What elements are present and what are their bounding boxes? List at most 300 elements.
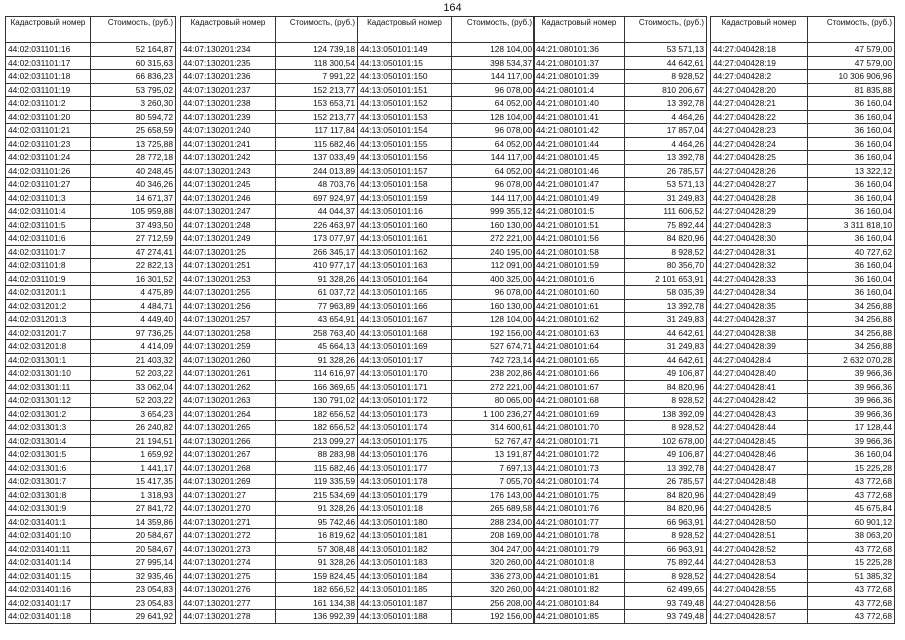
table-row xyxy=(711,97,895,111)
cost-cell: 91 328,26 xyxy=(276,272,358,286)
cost-cell: 96 078,00 xyxy=(452,178,535,192)
cost-cell: 40 346,26 xyxy=(91,178,176,192)
cadastral-number-cell: 44:21:080101:67 xyxy=(534,380,625,394)
cost-cell: 27 841,72 xyxy=(91,502,176,516)
cadastral-number-cell: 44:07:130201:247 xyxy=(181,205,276,219)
cost-cell: 36 160,04 xyxy=(808,97,895,111)
cost-cell: 13 392,78 xyxy=(625,151,707,165)
cost-cell: 10 306 906,96 xyxy=(808,70,895,84)
cost-cell: 66 836,23 xyxy=(91,70,176,84)
cadastral-number-cell: 44:27:040428:18 xyxy=(711,43,808,57)
cost-cell: 36 160,04 xyxy=(808,137,895,151)
cost-cell: 53 795,02 xyxy=(91,83,176,97)
header-cost: Стоимость, (руб.) xyxy=(276,17,358,43)
cadastral-number-cell: 44:13:050101:187 xyxy=(358,596,452,610)
cadastral-number-cell: 44:07:130201:258 xyxy=(181,326,276,340)
cadastral-number-cell: 44:27:040428:53 xyxy=(711,556,808,570)
cadastral-number-cell: 44:13:050101:157 xyxy=(358,164,452,178)
table-row xyxy=(6,556,176,570)
table-row xyxy=(6,97,176,111)
cost-cell: 64 052,00 xyxy=(452,164,535,178)
table-row xyxy=(181,556,358,570)
cadastral-number-cell: 44:21:080101:59 xyxy=(534,259,625,273)
table-row xyxy=(181,434,358,448)
cost-cell: 77 963,89 xyxy=(276,299,358,313)
table-row xyxy=(711,475,895,489)
cost-cell: 53 571,13 xyxy=(625,178,707,192)
cost-cell: 80 065,00 xyxy=(452,394,535,408)
cost-cell: 66 963,91 xyxy=(625,515,707,529)
table-row xyxy=(6,448,176,462)
cadastral-number-cell: 44:13:050101:153 xyxy=(358,110,452,124)
table-row xyxy=(181,313,358,327)
cadastral-number-cell: 44:27:040428:32 xyxy=(711,259,808,273)
cadastral-number-cell: 44:21:080101:40 xyxy=(534,97,625,111)
cadastral-number-cell: 44:02:031101:24 xyxy=(6,151,91,165)
cadastral-number-cell: 44:13:050101:162 xyxy=(358,245,452,259)
cadastral-number-cell: 44:07:130201:278 xyxy=(181,610,276,624)
cadastral-number-cell: 44:07:130201:270 xyxy=(181,502,276,516)
cost-cell: 20 584,67 xyxy=(91,529,176,543)
table-row xyxy=(534,448,707,462)
table-row xyxy=(534,70,707,84)
cost-cell: 36 160,04 xyxy=(808,232,895,246)
cadastral-number-cell: 44:21:080101:76 xyxy=(534,502,625,516)
table-row xyxy=(6,313,176,327)
table-row xyxy=(181,421,358,435)
cadastral-number-cell: 44:27:040428:3 xyxy=(711,218,808,232)
table-row xyxy=(711,488,895,502)
table-row xyxy=(358,569,535,583)
cadastral-number-cell: 44:21:080101:65 xyxy=(534,353,625,367)
cadastral-number-cell: 44:02:031301:8 xyxy=(6,488,91,502)
cadastral-number-cell: 44:02:031301:1 xyxy=(6,353,91,367)
cost-cell: 137 033,49 xyxy=(276,151,358,165)
table-row xyxy=(6,286,176,300)
cadastral-number-cell: 44:07:130201:248 xyxy=(181,218,276,232)
table-row xyxy=(711,461,895,475)
cost-cell: 136 992,39 xyxy=(276,610,358,624)
cost-cell: 26 785,57 xyxy=(625,475,707,489)
table-row xyxy=(534,272,707,286)
cost-cell: 118 300,54 xyxy=(276,56,358,70)
table-row xyxy=(534,110,707,124)
table-row xyxy=(534,515,707,529)
cadastral-number-cell: 44:07:130201:264 xyxy=(181,407,276,421)
cost-cell: 31 249,83 xyxy=(625,340,707,354)
cost-cell: 43 654,91 xyxy=(276,313,358,327)
cadastral-number-cell: 44:13:050101:173 xyxy=(358,407,452,421)
cost-cell: 182 656,52 xyxy=(276,407,358,421)
table-row xyxy=(181,191,358,205)
cadastral-number-cell: 44:07:130201:271 xyxy=(181,515,276,529)
table-row xyxy=(534,340,707,354)
table-row xyxy=(358,151,535,165)
cost-cell: 1 100 236,27 xyxy=(452,407,535,421)
cost-cell: 88 283,98 xyxy=(276,448,358,462)
cost-cell: 75 892,44 xyxy=(625,218,707,232)
cadastral-number-cell: 44:13:050101:166 xyxy=(358,299,452,313)
cadastral-number-cell: 44:02:031401:1 xyxy=(6,515,91,529)
table-row xyxy=(711,556,895,570)
cadastral-number-cell: 44:02:031401:17 xyxy=(6,596,91,610)
cadastral-table-3 xyxy=(357,16,535,624)
table-row xyxy=(711,205,895,219)
cadastral-number-cell: 44:07:130201:249 xyxy=(181,232,276,246)
table-row xyxy=(181,56,358,70)
table-row xyxy=(6,43,176,57)
table-row xyxy=(711,299,895,313)
cost-cell: 52 164,87 xyxy=(91,43,176,57)
cost-cell: 53 571,13 xyxy=(625,43,707,57)
cost-cell: 17 857,04 xyxy=(625,124,707,138)
cadastral-number-cell: 44:02:031101:26 xyxy=(6,164,91,178)
table-row xyxy=(534,421,707,435)
cost-cell: 128 104,00 xyxy=(452,43,535,57)
cadastral-number-cell: 44:27:040428:35 xyxy=(711,299,808,313)
cadastral-number-cell: 44:27:040428:46 xyxy=(711,448,808,462)
cost-cell: 36 160,04 xyxy=(808,259,895,273)
cadastral-number-cell: 44:07:130201:265 xyxy=(181,421,276,435)
table-row xyxy=(358,583,535,597)
cost-cell: 34 256,88 xyxy=(808,326,895,340)
cadastral-number-cell: 44:13:050101:150 xyxy=(358,70,452,84)
cost-cell: 40 727,62 xyxy=(808,245,895,259)
cost-cell: 7 055,70 xyxy=(452,475,535,489)
header-cadastral-number: Кадастровый номер xyxy=(6,17,91,43)
cadastral-number-cell: 44:13:050101:18 xyxy=(358,502,452,516)
cost-cell: 144 117,00 xyxy=(452,191,535,205)
table-row xyxy=(534,502,707,516)
cadastral-number-cell: 44:07:130201:277 xyxy=(181,596,276,610)
header-cadastral-number: Кадастровый номер xyxy=(534,17,625,43)
cost-cell: 240 195,00 xyxy=(452,245,535,259)
cost-cell: 117 117,84 xyxy=(276,124,358,138)
cadastral-number-cell: 44:27:040428:41 xyxy=(711,380,808,394)
cadastral-number-cell: 44:02:031101:20 xyxy=(6,110,91,124)
cadastral-number-cell: 44:07:130201:241 xyxy=(181,137,276,151)
table-row xyxy=(711,232,895,246)
table-row xyxy=(6,475,176,489)
table-row xyxy=(358,178,535,192)
cost-cell: 1 659,92 xyxy=(91,448,176,462)
cadastral-number-cell: 44:02:031101:27 xyxy=(6,178,91,192)
cost-cell: 2 101 653,91 xyxy=(625,272,707,286)
cost-cell: 34 256,88 xyxy=(808,340,895,354)
cadastral-number-cell: 44:02:031101:19 xyxy=(6,83,91,97)
cadastral-number-cell: 44:21:080101:68 xyxy=(534,394,625,408)
cost-cell: 80 356,70 xyxy=(625,259,707,273)
cost-cell: 43 772,68 xyxy=(808,596,895,610)
table-row xyxy=(711,70,895,84)
cost-cell: 17 128,44 xyxy=(808,421,895,435)
cadastral-number-cell: 44:21:080101:56 xyxy=(534,232,625,246)
table-row xyxy=(358,367,535,381)
table-row xyxy=(181,340,358,354)
cost-cell: 39 966,36 xyxy=(808,407,895,421)
table-row xyxy=(6,164,176,178)
table-row xyxy=(534,367,707,381)
cost-cell: 43 772,68 xyxy=(808,475,895,489)
cadastral-number-cell: 44:21:080101:71 xyxy=(534,434,625,448)
cost-cell: 26 785,57 xyxy=(625,164,707,178)
cadastral-number-cell: 44:07:130201:235 xyxy=(181,56,276,70)
cost-cell: 21 403,32 xyxy=(91,353,176,367)
cost-cell: 1 441,17 xyxy=(91,461,176,475)
cost-cell: 96 078,00 xyxy=(452,286,535,300)
cadastral-number-cell: 44:21:080101:77 xyxy=(534,515,625,529)
cost-cell: 34 256,88 xyxy=(808,299,895,313)
cadastral-number-cell: 44:27:040428:50 xyxy=(711,515,808,529)
cost-cell: 258 763,40 xyxy=(276,326,358,340)
cost-cell: 153 653,71 xyxy=(276,97,358,111)
table-row xyxy=(358,97,535,111)
table-row xyxy=(358,502,535,516)
cadastral-number-cell: 44:07:130201:243 xyxy=(181,164,276,178)
cost-cell: 138 392,09 xyxy=(625,407,707,421)
cadastral-number-cell: 44:13:050101:171 xyxy=(358,380,452,394)
cost-cell: 75 892,44 xyxy=(625,556,707,570)
cost-cell: 8 928,52 xyxy=(625,421,707,435)
cadastral-number-cell: 44:27:040428:54 xyxy=(711,569,808,583)
table-row xyxy=(181,164,358,178)
table-row xyxy=(358,380,535,394)
cost-cell: 43 772,68 xyxy=(808,488,895,502)
cadastral-number-cell: 44:21:080101:42 xyxy=(534,124,625,138)
cost-cell: 57 308,48 xyxy=(276,542,358,556)
table-row xyxy=(711,313,895,327)
cost-cell: 16 819,62 xyxy=(276,529,358,543)
cadastral-number-cell: 44:27:040428:39 xyxy=(711,340,808,354)
cadastral-number-cell: 44:13:050101:183 xyxy=(358,556,452,570)
cost-cell: 84 820,96 xyxy=(625,488,707,502)
cadastral-number-cell: 44:27:040428:28 xyxy=(711,191,808,205)
cost-cell: 47 579,00 xyxy=(808,56,895,70)
table-row xyxy=(6,259,176,273)
cost-cell: 36 160,04 xyxy=(808,178,895,192)
cadastral-number-cell: 44:07:130201:236 xyxy=(181,70,276,84)
cadastral-number-cell: 44:27:040428:57 xyxy=(711,610,808,624)
cadastral-number-cell: 44:27:040428:55 xyxy=(711,583,808,597)
cost-cell: 33 062,04 xyxy=(91,380,176,394)
table-row xyxy=(711,502,895,516)
cost-cell: 8 928,52 xyxy=(625,394,707,408)
cost-cell: 244 013,89 xyxy=(276,164,358,178)
cadastral-number-cell: 44:27:040428:42 xyxy=(711,394,808,408)
table-row xyxy=(358,515,535,529)
table-row xyxy=(181,70,358,84)
cadastral-number-cell: 44:13:050101:167 xyxy=(358,313,452,327)
cost-cell: 166 369,65 xyxy=(276,380,358,394)
cadastral-number-cell: 44:07:130201:269 xyxy=(181,475,276,489)
cost-cell: 15 225,28 xyxy=(808,556,895,570)
table-row xyxy=(6,70,176,84)
cadastral-number-cell: 44:21:080101:74 xyxy=(534,475,625,489)
table-row xyxy=(534,299,707,313)
cost-cell: 91 328,26 xyxy=(276,556,358,570)
cost-cell: 21 194,51 xyxy=(91,434,176,448)
cost-cell: 27 712,59 xyxy=(91,232,176,246)
table-row xyxy=(181,124,358,138)
table-row xyxy=(711,56,895,70)
cadastral-number-cell: 44:13:050101:172 xyxy=(358,394,452,408)
cost-cell: 43 772,68 xyxy=(808,542,895,556)
cadastral-number-cell: 44:27:040428:51 xyxy=(711,529,808,543)
cost-cell: 80 594,72 xyxy=(91,110,176,124)
cadastral-number-cell: 44:07:130201:259 xyxy=(181,340,276,354)
table-row xyxy=(534,407,707,421)
table-row xyxy=(181,178,358,192)
table-row xyxy=(358,529,535,543)
cost-cell: 8 928,52 xyxy=(625,529,707,543)
cost-cell: 45 675,84 xyxy=(808,502,895,516)
header-cadastral-number: Кадастровый номер xyxy=(711,17,808,43)
cadastral-number-cell: 44:07:130201:274 xyxy=(181,556,276,570)
cadastral-number-cell: 44:02:031401:14 xyxy=(6,556,91,570)
table-row xyxy=(181,461,358,475)
table-row xyxy=(358,137,535,151)
cadastral-number-cell: 44:02:031201:7 xyxy=(6,326,91,340)
cost-cell: 124 739,18 xyxy=(276,43,358,57)
table-row xyxy=(534,434,707,448)
cost-cell: 51 385,32 xyxy=(808,569,895,583)
cost-cell: 1 318,93 xyxy=(91,488,176,502)
table-row xyxy=(6,151,176,165)
table-row xyxy=(534,313,707,327)
cadastral-number-cell: 44:21:080101:4 xyxy=(534,83,625,97)
cadastral-number-cell: 44:02:031101:17 xyxy=(6,56,91,70)
cadastral-number-cell: 44:27:040428:34 xyxy=(711,286,808,300)
cadastral-number-cell: 44:21:080101:63 xyxy=(534,326,625,340)
table-row xyxy=(6,610,176,624)
cadastral-number-cell: 44:07:130201:273 xyxy=(181,542,276,556)
cadastral-number-cell: 44:02:031101:5 xyxy=(6,218,91,232)
cost-cell: 22 822,13 xyxy=(91,259,176,273)
table-row xyxy=(181,407,358,421)
header-cost: Стоимость, (руб.) xyxy=(808,17,895,43)
cost-cell: 182 656,52 xyxy=(276,421,358,435)
table-row xyxy=(358,353,535,367)
table-row xyxy=(534,353,707,367)
cost-cell: 49 106,87 xyxy=(625,448,707,462)
table-row xyxy=(711,178,895,192)
cost-cell: 130 791,02 xyxy=(276,394,358,408)
cadastral-number-cell: 44:27:040428:49 xyxy=(711,488,808,502)
cost-cell: 160 130,00 xyxy=(452,218,535,232)
table-row xyxy=(181,583,358,597)
table-row xyxy=(181,286,358,300)
cadastral-number-cell: 44:02:031101:6 xyxy=(6,232,91,246)
table-row xyxy=(6,110,176,124)
cost-cell: 173 077,97 xyxy=(276,232,358,246)
cadastral-number-cell: 44:27:040428:31 xyxy=(711,245,808,259)
cadastral-number-cell: 44:13:050101:184 xyxy=(358,569,452,583)
table-row xyxy=(358,110,535,124)
cadastral-number-cell: 44:07:130201:25 xyxy=(181,245,276,259)
cost-cell: 314 600,61 xyxy=(452,421,535,435)
table-row xyxy=(358,56,535,70)
cadastral-number-cell: 44:21:080101:78 xyxy=(534,529,625,543)
cost-cell: 43 772,68 xyxy=(808,610,895,624)
cadastral-number-cell: 44:02:031101:18 xyxy=(6,70,91,84)
table-row xyxy=(181,110,358,124)
cadastral-number-cell: 44:21:080101:8 xyxy=(534,556,625,570)
cost-cell: 176 143,00 xyxy=(452,488,535,502)
cadastral-number-cell: 44:13:050101:169 xyxy=(358,340,452,354)
cadastral-number-cell: 44:02:031301:6 xyxy=(6,461,91,475)
table-row xyxy=(181,542,358,556)
table-row xyxy=(181,569,358,583)
cost-cell: 62 499,65 xyxy=(625,583,707,597)
cost-cell: 400 325,00 xyxy=(452,272,535,286)
cadastral-number-cell: 44:27:040428:47 xyxy=(711,461,808,475)
cadastral-number-cell: 44:27:040428:33 xyxy=(711,272,808,286)
cadastral-number-cell: 44:02:031301:7 xyxy=(6,475,91,489)
cost-cell: 288 234,00 xyxy=(452,515,535,529)
cost-cell: 52 203,22 xyxy=(91,367,176,381)
cadastral-number-cell: 44:07:130201:240 xyxy=(181,124,276,138)
table-row xyxy=(6,353,176,367)
table-row xyxy=(534,488,707,502)
cadastral-number-cell: 44:07:130201:239 xyxy=(181,110,276,124)
cadastral-number-cell: 44:13:050101:165 xyxy=(358,286,452,300)
cadastral-number-cell: 44:27:040428:27 xyxy=(711,178,808,192)
table-row xyxy=(358,232,535,246)
cadastral-number-cell: 44:07:130201:246 xyxy=(181,191,276,205)
cost-cell: 84 820,96 xyxy=(625,232,707,246)
cadastral-number-cell: 44:27:040428:23 xyxy=(711,124,808,138)
table-row xyxy=(358,218,535,232)
cadastral-number-cell: 44:27:040428:26 xyxy=(711,164,808,178)
table-row xyxy=(6,380,176,394)
cost-cell: 999 355,12 xyxy=(452,205,535,219)
cost-cell: 97 736,25 xyxy=(91,326,176,340)
cost-cell: 3 311 818,10 xyxy=(808,218,895,232)
table-row xyxy=(358,610,535,624)
table-row xyxy=(6,461,176,475)
cadastral-number-cell: 44:27:040428:2 xyxy=(711,70,808,84)
cadastral-number-cell: 44:21:080101:70 xyxy=(534,421,625,435)
table-row xyxy=(6,245,176,259)
cost-cell: 39 966,36 xyxy=(808,380,895,394)
cost-cell: 48 703,76 xyxy=(276,178,358,192)
cost-cell: 192 156,00 xyxy=(452,610,535,624)
cadastral-number-cell: 44:13:050101:163 xyxy=(358,259,452,273)
cadastral-number-cell: 44:02:031301:10 xyxy=(6,367,91,381)
cadastral-number-cell: 44:02:031401:11 xyxy=(6,542,91,556)
cadastral-number-cell: 44:02:031101:21 xyxy=(6,124,91,138)
table-row xyxy=(711,124,895,138)
table-row xyxy=(711,272,895,286)
cadastral-number-cell: 44:27:040428:22 xyxy=(711,110,808,124)
cadastral-number-cell: 44:02:031301:3 xyxy=(6,421,91,435)
table-row xyxy=(358,205,535,219)
cadastral-number-cell: 44:13:050101:155 xyxy=(358,137,452,151)
cadastral-number-cell: 44:27:040428:4 xyxy=(711,353,808,367)
cost-cell: 13 191,87 xyxy=(452,448,535,462)
cost-cell: 4 475,89 xyxy=(91,286,176,300)
table-row xyxy=(6,191,176,205)
table-row xyxy=(181,232,358,246)
cost-cell: 13 392,78 xyxy=(625,461,707,475)
cost-cell: 208 169,00 xyxy=(452,529,535,543)
table-row xyxy=(711,421,895,435)
cadastral-number-cell: 44:21:080101:85 xyxy=(534,610,625,624)
cadastral-number-cell: 44:21:080101:47 xyxy=(534,178,625,192)
cadastral-number-cell: 44:27:040428:29 xyxy=(711,205,808,219)
cost-cell: 44 642,61 xyxy=(625,353,707,367)
cadastral-number-cell: 44:02:031301:5 xyxy=(6,448,91,462)
